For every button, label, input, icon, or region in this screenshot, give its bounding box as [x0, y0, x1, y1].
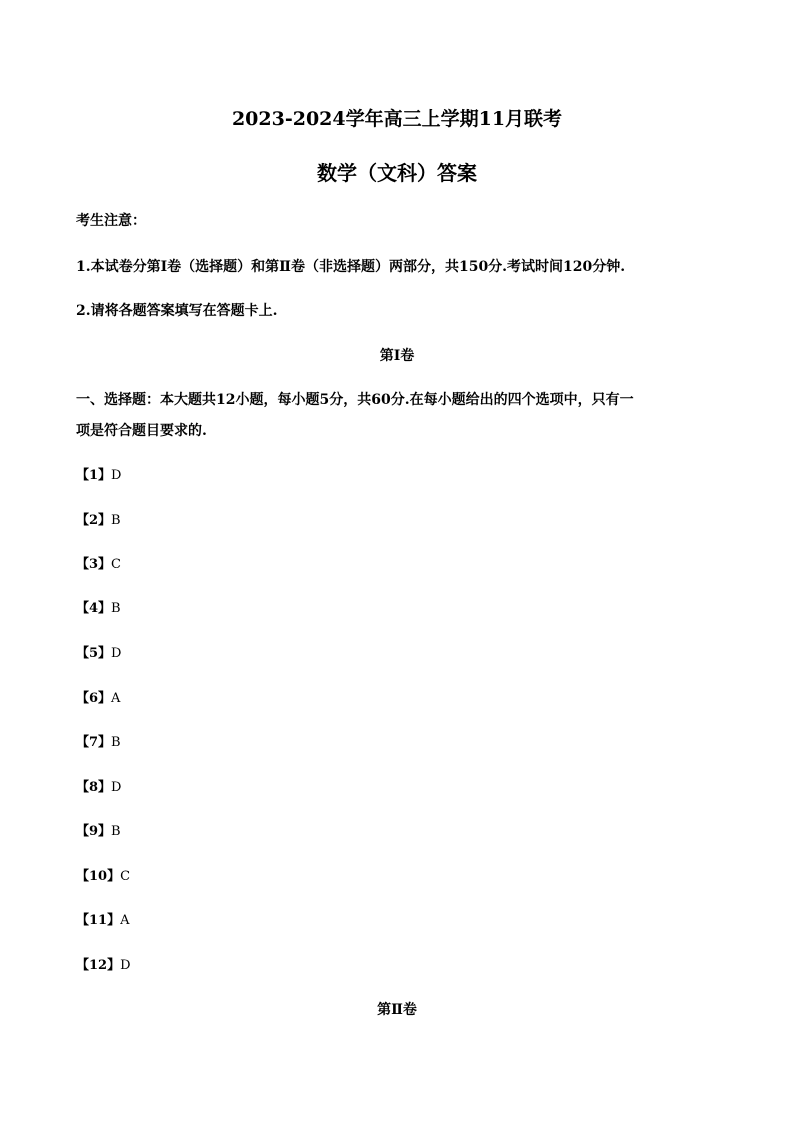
answer-value: A: [111, 691, 121, 706]
answer-item: [76, 956, 726, 976]
notice-item-2: 2.请将各题答案填写在答题卡上.: [76, 303, 278, 319]
answer-value: C: [111, 557, 121, 572]
answer-value: B: [111, 601, 121, 616]
answer-number: 【9】: [76, 824, 112, 839]
answer-item: [76, 733, 726, 753]
answer-number: 【6】: [76, 691, 112, 706]
answer-item: [76, 689, 726, 709]
answer-item: [76, 511, 726, 531]
answer-number: 【7】: [76, 735, 112, 750]
answer-number: 【11】: [76, 913, 121, 928]
section-instruction-line-2: 项是符合题目要求的.: [76, 423, 207, 439]
answer-item: [76, 911, 726, 931]
answer-value: D: [111, 780, 122, 795]
answer-value: B: [111, 735, 121, 750]
document-subtitle: 数学（文科）答案: [317, 161, 477, 185]
answer-item: [76, 555, 726, 575]
part1-heading: 第Ⅰ卷: [379, 348, 415, 364]
answer-number: 【1】: [76, 468, 112, 483]
notice-item-1: 1.本试卷分第Ⅰ卷（选择题）和第Ⅱ卷（非选择题）两部分，共150分.考试时间120分钟.: [76, 259, 626, 275]
part2-heading: 第Ⅱ卷: [377, 1002, 417, 1018]
answer-value: C: [120, 869, 131, 884]
answer-value: A: [120, 913, 130, 928]
answer-item: [76, 466, 726, 486]
answer-value: D: [120, 958, 131, 973]
answer-value: B: [111, 824, 121, 839]
answer-number: 【10】: [76, 869, 121, 884]
answer-item: [76, 822, 726, 842]
notice-heading: 考生注意：: [76, 213, 146, 229]
answer-number: 【3】: [76, 557, 112, 572]
document-title: 2023-2024学年高三上学期11月联考: [231, 108, 563, 130]
answer-value: D: [111, 646, 122, 661]
answer-number: 【5】: [76, 646, 112, 661]
answer-number: 【12】: [76, 958, 121, 973]
answer-number: 【8】: [76, 780, 112, 795]
section-instruction-line-1: 一、选择题：本大题共12小题，每小题5分，共60分.在每小题给出的四个选项中，只有一: [76, 392, 634, 408]
answer-item: [76, 778, 726, 798]
answer-value: B: [111, 513, 121, 528]
answer-number: 【4】: [76, 601, 112, 616]
answer-number: 【2】: [76, 513, 112, 528]
answer-value: D: [111, 468, 122, 483]
answer-item: [76, 644, 726, 664]
answer-item: [76, 599, 726, 619]
answer-item: [76, 867, 726, 887]
